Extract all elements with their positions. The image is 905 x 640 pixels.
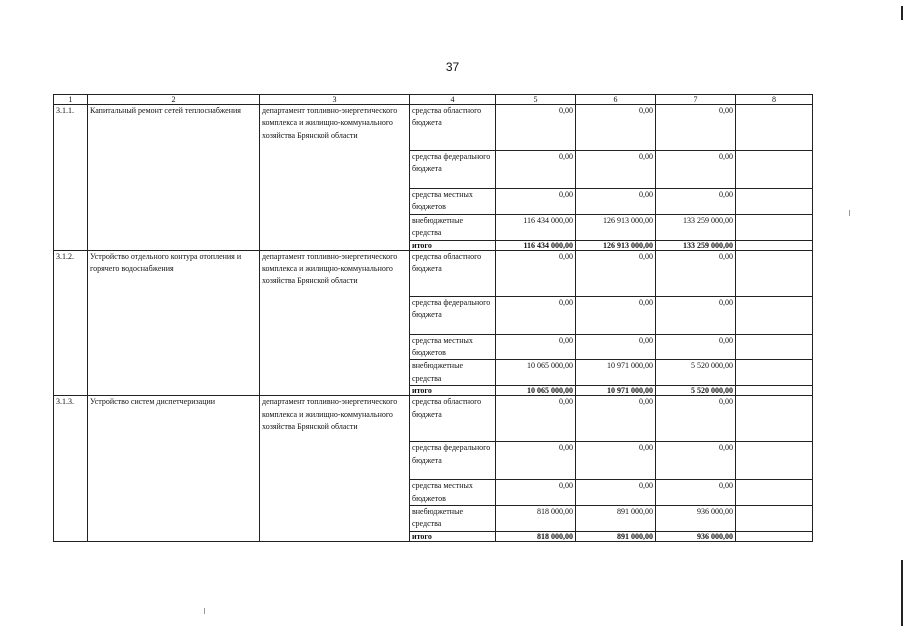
amount-cell-v6: 0,00 — [576, 480, 656, 506]
amount-cell-v8 — [736, 442, 813, 480]
funding-source: внебюджетные средства — [410, 505, 496, 531]
row-name: Устройство отдельного контура отопления и горячего водоснабжения — [88, 250, 260, 396]
table-row — [54, 396, 813, 442]
amount-cell-v6: 0,00 — [576, 296, 656, 334]
total-amount-v7: 133 259 000,00 — [656, 240, 736, 250]
funding-source: средства федерального бюджета — [410, 442, 496, 480]
scan-edge-mark-top — [901, 6, 903, 20]
funding-source: внебюджетные средства — [410, 214, 496, 240]
amount-cell-v5: 0,00 — [496, 480, 576, 506]
funding-source: средства областного бюджета — [410, 396, 496, 442]
row-executor: департамент топливно-энергетического комплекса и жилищно-коммунального хозяйства Брянской области — [260, 396, 410, 542]
amount-cell-v6: 0,00 — [576, 250, 656, 296]
amount-cell-v5: 0,00 — [496, 442, 576, 480]
scan-edge-mark-right — [901, 560, 903, 626]
amount-cell-v8 — [736, 334, 813, 360]
amount-cell-v8 — [736, 250, 813, 296]
amount-cell-v7: 133 259 000,00 — [656, 214, 736, 240]
row-code: 3.1.3. — [54, 396, 88, 542]
amount-cell-v7: 0,00 — [656, 250, 736, 296]
amount-cell-v5: 0,00 — [496, 334, 576, 360]
funding-source: средства местных бюджетов — [410, 480, 496, 506]
funding-source: средства местных бюджетов — [410, 334, 496, 360]
total-amount-v7: 5 520 000,00 — [656, 386, 736, 396]
funding-source: средства местных бюджетов — [410, 189, 496, 215]
amount-cell-v6: 0,00 — [576, 151, 656, 189]
amount-cell-v8 — [736, 396, 813, 442]
amount-cell-v5: 116 434 000,00 — [496, 214, 576, 240]
amount-cell-v6: 891 000,00 — [576, 505, 656, 531]
amount-cell-v6: 0,00 — [576, 189, 656, 215]
amount-cell-v7: 0,00 — [656, 105, 736, 151]
amount-cell-v7: 936 000,00 — [656, 505, 736, 531]
funding-source: средства областного бюджета — [410, 250, 496, 296]
funding-source: средства федерального бюджета — [410, 151, 496, 189]
amount-cell-v7: 0,00 — [656, 296, 736, 334]
funding-source: средства федерального бюджета — [410, 296, 496, 334]
amount-cell-v8 — [736, 296, 813, 334]
amount-cell-v5: 0,00 — [496, 189, 576, 215]
amount-cell-v7: 0,00 — [656, 151, 736, 189]
amount-cell-v6: 0,00 — [576, 105, 656, 151]
row-name: Устройство систем диспетчеризации — [88, 396, 260, 542]
scan-speck — [204, 608, 205, 614]
column-header: 1 — [54, 95, 88, 105]
amount-cell-v5: 818 000,00 — [496, 505, 576, 531]
amount-cell-v8 — [736, 505, 813, 531]
column-header: 8 — [736, 95, 813, 105]
table-row — [54, 250, 813, 296]
amount-cell-v7: 0,00 — [656, 480, 736, 506]
row-code: 3.1.1. — [54, 105, 88, 251]
amount-cell-v5: 0,00 — [496, 105, 576, 151]
row-executor: департамент топливно-энергетического комплекса и жилищно-коммунального хозяйства Брянской области — [260, 105, 410, 251]
total-amount-v5: 10 065 000,00 — [496, 386, 576, 396]
amount-cell-v8 — [736, 151, 813, 189]
column-header: 3 — [260, 95, 410, 105]
amount-cell-v5: 0,00 — [496, 296, 576, 334]
amount-cell-v6: 0,00 — [576, 442, 656, 480]
total-amount-v6: 126 913 000,00 — [576, 240, 656, 250]
amount-cell-v7: 0,00 — [656, 442, 736, 480]
column-header: 7 — [656, 95, 736, 105]
total-amount-v8 — [736, 531, 813, 541]
amount-cell-v6: 10 971 000,00 — [576, 360, 656, 386]
funding-source: средства областного бюджета — [410, 105, 496, 151]
total-amount-v5: 116 434 000,00 — [496, 240, 576, 250]
total-amount-v5: 818 000,00 — [496, 531, 576, 541]
column-header: 5 — [496, 95, 576, 105]
column-header: 4 — [410, 95, 496, 105]
amount-cell-v7: 5 520 000,00 — [656, 360, 736, 386]
amount-cell-v7: 0,00 — [656, 334, 736, 360]
amount-cell-v7: 0,00 — [656, 396, 736, 442]
amount-cell-v5: 10 065 000,00 — [496, 360, 576, 386]
amount-cell-v5: 0,00 — [496, 151, 576, 189]
row-executor: департамент топливно-энергетического комплекса и жилищно-коммунального хозяйства Брянской области — [260, 250, 410, 396]
total-label: итого — [410, 531, 496, 541]
funding-source: внебюджетные средства — [410, 360, 496, 386]
column-header: 6 — [576, 95, 656, 105]
row-code: 3.1.2. — [54, 250, 88, 396]
budget-table — [53, 94, 813, 542]
scan-speck — [849, 210, 850, 216]
page-number: 37 — [445, 60, 460, 74]
amount-cell-v8 — [736, 480, 813, 506]
table-row — [54, 105, 813, 151]
amount-cell-v7: 0,00 — [656, 189, 736, 215]
total-amount-v8 — [736, 240, 813, 250]
total-label: итого — [410, 386, 496, 396]
amount-cell-v8 — [736, 214, 813, 240]
amount-cell-v6: 126 913 000,00 — [576, 214, 656, 240]
column-header: 2 — [88, 95, 260, 105]
total-amount-v6: 10 971 000,00 — [576, 386, 656, 396]
total-amount-v6: 891 000,00 — [576, 531, 656, 541]
amount-cell-v6: 0,00 — [576, 396, 656, 442]
amount-cell-v8 — [736, 189, 813, 215]
row-name: Капитальный ремонт сетей теплоснабжения — [88, 105, 260, 251]
total-label: итого — [410, 240, 496, 250]
column-number-row — [54, 95, 813, 105]
amount-cell-v5: 0,00 — [496, 396, 576, 442]
amount-cell-v5: 0,00 — [496, 250, 576, 296]
total-amount-v7: 936 000,00 — [656, 531, 736, 541]
amount-cell-v8 — [736, 105, 813, 151]
amount-cell-v6: 0,00 — [576, 334, 656, 360]
amount-cell-v8 — [736, 360, 813, 386]
total-amount-v8 — [736, 386, 813, 396]
